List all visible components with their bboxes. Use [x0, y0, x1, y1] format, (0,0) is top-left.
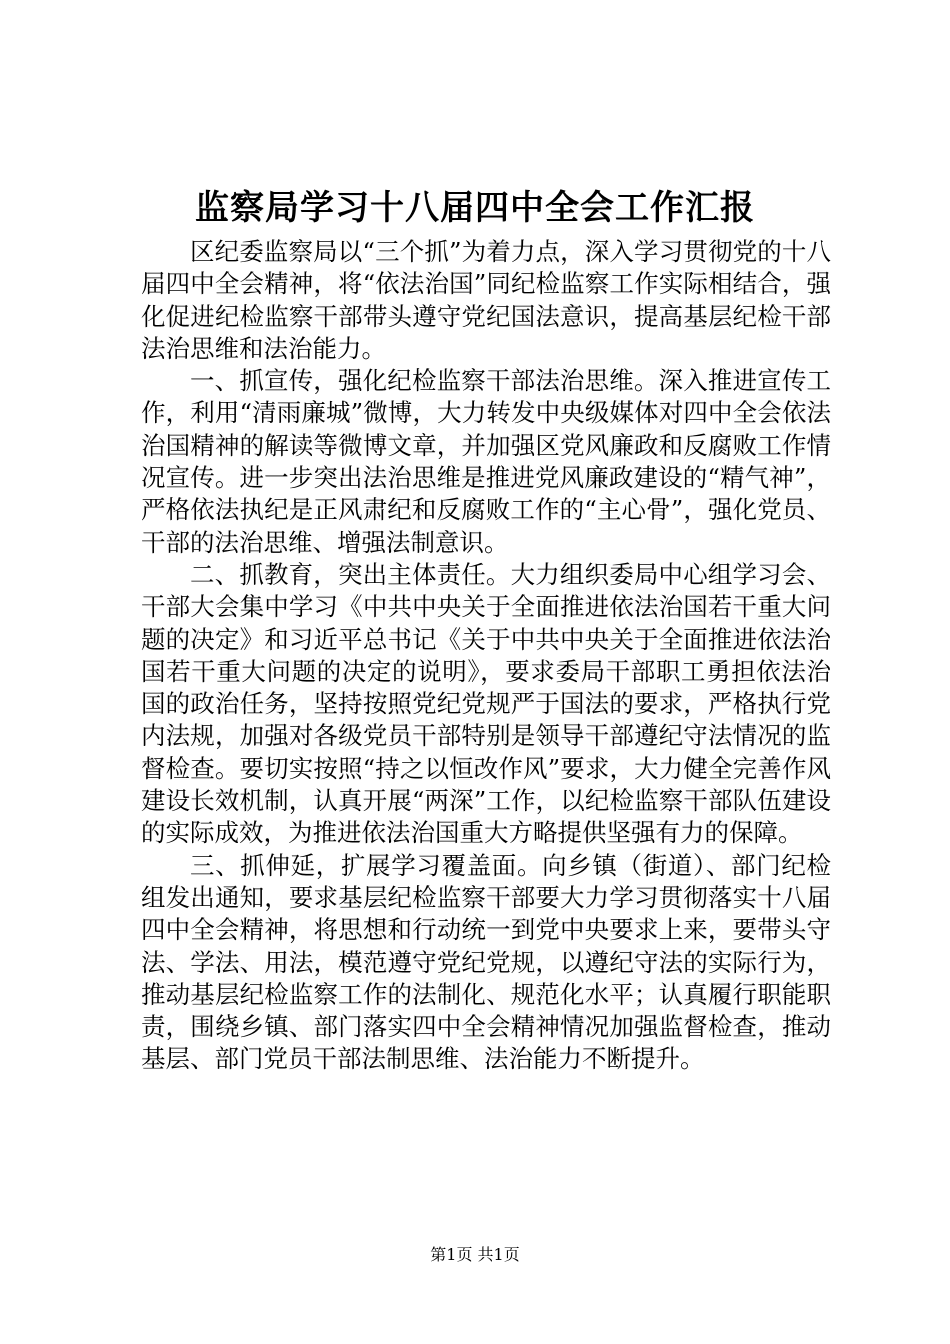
- page-footer: 第1页 共1页: [430, 1245, 520, 1264]
- paragraph-section-2: 二、抓教育，突出主体责任。大力组织委局中心组学习会、干部大会集中学习《中共中央关于全面推进依法治国若干重大问题的决定》和习近平总书记《关于中共中央关于全面推进依法治国若干重大问题的决定的说明》，要求委局干部职工勇担依法治国的政治任务，坚持按照党纪党规严于国法的要求，严格执行党内法规，加强对各级党员干部特别是领导干部遵纪守法情况的监督检查。要切实按照“持之以恒改作风”要求，大力健全完善作风建设长效机制，认真开展“两深”工作，以纪检监察干部队伍建设的实际成效，为推进依法治国重大方略提供坚强有力的保障。: [141, 559, 831, 848]
- paragraph-section-1: 一、抓宣传，强化纪检监察干部法治思维。深入推进宣传工作，利用“清雨廉城”微博，大力转发中央级媒体对四中全会依法治国精神的解读等微博文章，并加强区党风廉政和反腐败工作情况宣传。进一步突出法治思维是推进党风廉政建设的“精气神”，严格依法执纪是正风肃纪和反腐败工作的“主心骨”，强化党员、干部的法治思维、增强法制意识。: [141, 366, 831, 557]
- document-body: [141, 236, 831, 1076]
- paragraph-section-3: 三、抓伸延，扩展学习覆盖面。向乡镇（街道）、部门纪检组发出通知，要求基层纪检监察干部要大力学习贯彻落实十八届四中全会精神，将思想和行动统一到党中央要求上来，要带头守法、学法、用法，模范遵守党纪党规，以遵纪守法的实际行为，推动基层纪检监察工作的法制化、规范化水平；认真履行职能职责，围绕乡镇、部门落实四中全会精神情况加强监督检查，推动基层、部门党员干部法制思维、法治能力不断提升。: [141, 850, 831, 1074]
- paragraph-intro: 区纪委监察局以“三个抓”为着力点，深入学习贯彻党的十八届四中全会精神，将“依法治国”同纪检监察工作实际相结合，强化促进纪检监察干部带头遵守党纪国法意识，提高基层纪检干部法治思维和法治能力。: [141, 237, 831, 363]
- document-title: 监察局学习十八届四中全会工作汇报: [195, 188, 755, 228]
